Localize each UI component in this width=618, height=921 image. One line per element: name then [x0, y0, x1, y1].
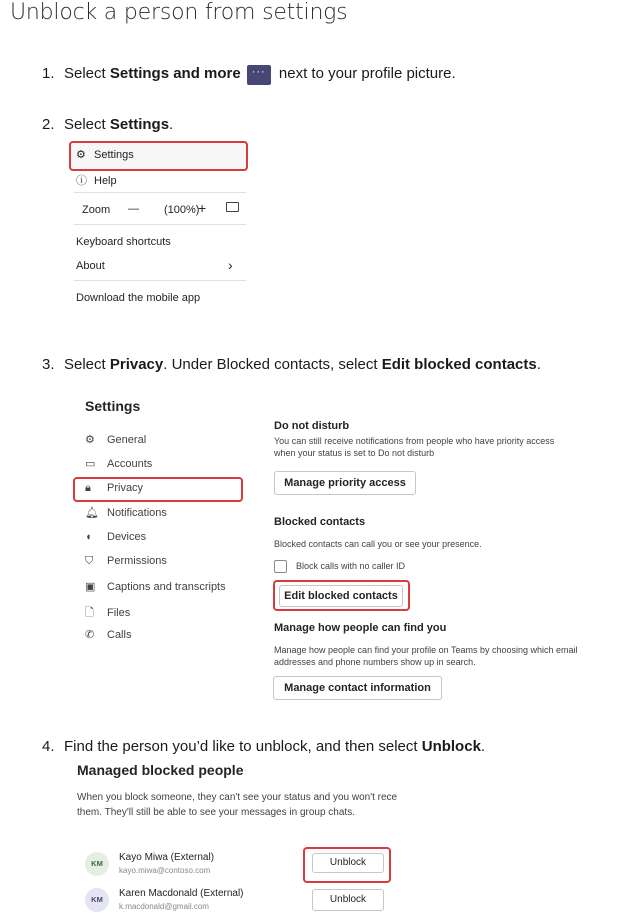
gear-icon: ⚙	[85, 434, 95, 446]
step-4: 4. Find the person you’d like to unblock, and then select Unblock.	[42, 738, 486, 755]
avatar: KM	[85, 852, 109, 876]
zoom-label: Zoom	[82, 204, 111, 216]
fullscreen-icon[interactable]	[226, 202, 239, 215]
bell-icon: 🔔︎	[85, 507, 99, 519]
managed-blocked-title: Managed blocked people	[77, 762, 244, 778]
phone-icon: ✆	[85, 629, 95, 641]
highlight-unblock	[303, 847, 391, 883]
zoom-out-button[interactable]: —	[128, 203, 139, 215]
find-heading: Manage how people can find you	[274, 622, 447, 634]
block-calls-checkbox[interactable]	[274, 560, 287, 573]
block-calls-label: Block calls with no caller ID	[296, 561, 406, 571]
nav-item-devices[interactable]: ◖ Devices	[85, 531, 147, 543]
find-text-2: addresses and phone numbers show up in search.	[274, 657, 476, 667]
highlight-edit-blocked	[273, 580, 410, 611]
blocked-contacts-text: Blocked contacts can call you or see your presence.	[274, 539, 482, 549]
more-options-icon: ···	[247, 65, 271, 85]
highlight-settings	[69, 141, 248, 171]
manage-priority-access-button[interactable]: Manage priority access	[274, 471, 416, 495]
step-bold: Settings and more	[109, 65, 241, 82]
find-text-1: Manage how people can find your profile on Teams by choosing which email	[274, 645, 578, 655]
id-card-icon: ▭	[85, 458, 96, 470]
menu-divider	[74, 192, 246, 193]
nav-item-notifications[interactable]: 🔔︎ Notifications	[85, 507, 167, 519]
nav-item-general[interactable]: ⚙ General	[85, 434, 147, 446]
managed-blocked-text-2: them. They'll still be able to see your messages in group chats.	[77, 807, 355, 818]
menu-divider	[74, 224, 246, 225]
avatar: KM	[85, 888, 109, 912]
captions-icon: ▣	[85, 581, 96, 593]
blocked-contacts-heading: Blocked contacts	[274, 516, 366, 528]
manage-contact-information-button[interactable]: Manage contact information	[273, 676, 442, 700]
step-2: 2. Select Settings.	[42, 116, 174, 133]
menu-item-keyboard-shortcuts[interactable]: Keyboard shortcuts	[76, 236, 171, 248]
menu-divider	[74, 280, 246, 281]
chevron-right-icon: ›	[228, 257, 233, 273]
help-icon: ⓘ	[76, 175, 87, 187]
zoom-in-button[interactable]: +	[198, 200, 207, 216]
step-bold: Settings	[109, 116, 170, 133]
zoom-value: (100%)	[164, 204, 200, 216]
step-3: 3. Select Privacy. Under Blocked contacts, select Edit blocked contacts.	[42, 356, 541, 373]
step-number: 3.	[42, 356, 55, 373]
step-number: 1.	[42, 65, 55, 82]
managed-blocked-text-1: When you block someone, they can't see your status and you won't rece	[77, 792, 398, 803]
person-name: Kayo Miwa (External)	[119, 852, 215, 863]
step-number: 4.	[42, 738, 55, 755]
page-title: Unblock a person from settings	[10, 0, 348, 25]
settings-panel-title: Settings	[85, 398, 141, 414]
highlight-privacy	[73, 477, 243, 502]
nav-item-privacy[interactable]: 🔒︎ Privacy	[85, 482, 144, 494]
edit-blocked-contacts-button[interactable]: Edit blocked contacts	[279, 585, 403, 607]
nav-item-files[interactable]: 🗋︎ Files	[85, 604, 130, 623]
dnd-heading: Do not disturb	[274, 420, 350, 432]
person-email: k.macdonald@gmail.com	[119, 902, 209, 911]
person-email: kayo.miwa@contoso.com	[119, 866, 211, 875]
headset-icon: ◖	[85, 531, 92, 543]
dnd-text-1: You can still receive notifications from people who have priority access	[274, 436, 555, 446]
menu-item-settings[interactable]: ⚙ Settings	[76, 149, 134, 161]
person-name: Karen Macdonald (External)	[119, 888, 244, 899]
lock-icon: 🔒︎	[85, 482, 91, 494]
menu-item-about[interactable]: About	[76, 260, 105, 272]
gear-icon: ⚙	[76, 149, 86, 161]
nav-item-calls[interactable]: ✆ Calls	[85, 629, 132, 641]
nav-item-captions[interactable]: ▣ Captions and transcripts	[85, 581, 226, 593]
step-1: 1. Select Settings and more ··· next to your profile picture.	[42, 65, 456, 85]
menu-item-help[interactable]: ⓘ Help	[76, 172, 117, 188]
dnd-text-2: when your status is set to Do not disturb	[274, 448, 435, 458]
shield-icon: ⛉	[85, 555, 94, 567]
unblock-button[interactable]: Unblock	[312, 889, 384, 911]
nav-item-accounts[interactable]: ▭ Accounts	[85, 458, 153, 470]
nav-item-permissions[interactable]: ⛉ Permissions	[85, 555, 167, 567]
step-number: 2.	[42, 116, 55, 133]
unblock-button[interactable]: Unblock	[312, 853, 384, 873]
menu-item-download-mobile-app[interactable]: Download the mobile app	[76, 292, 201, 304]
file-icon: 🗋︎	[85, 607, 94, 619]
